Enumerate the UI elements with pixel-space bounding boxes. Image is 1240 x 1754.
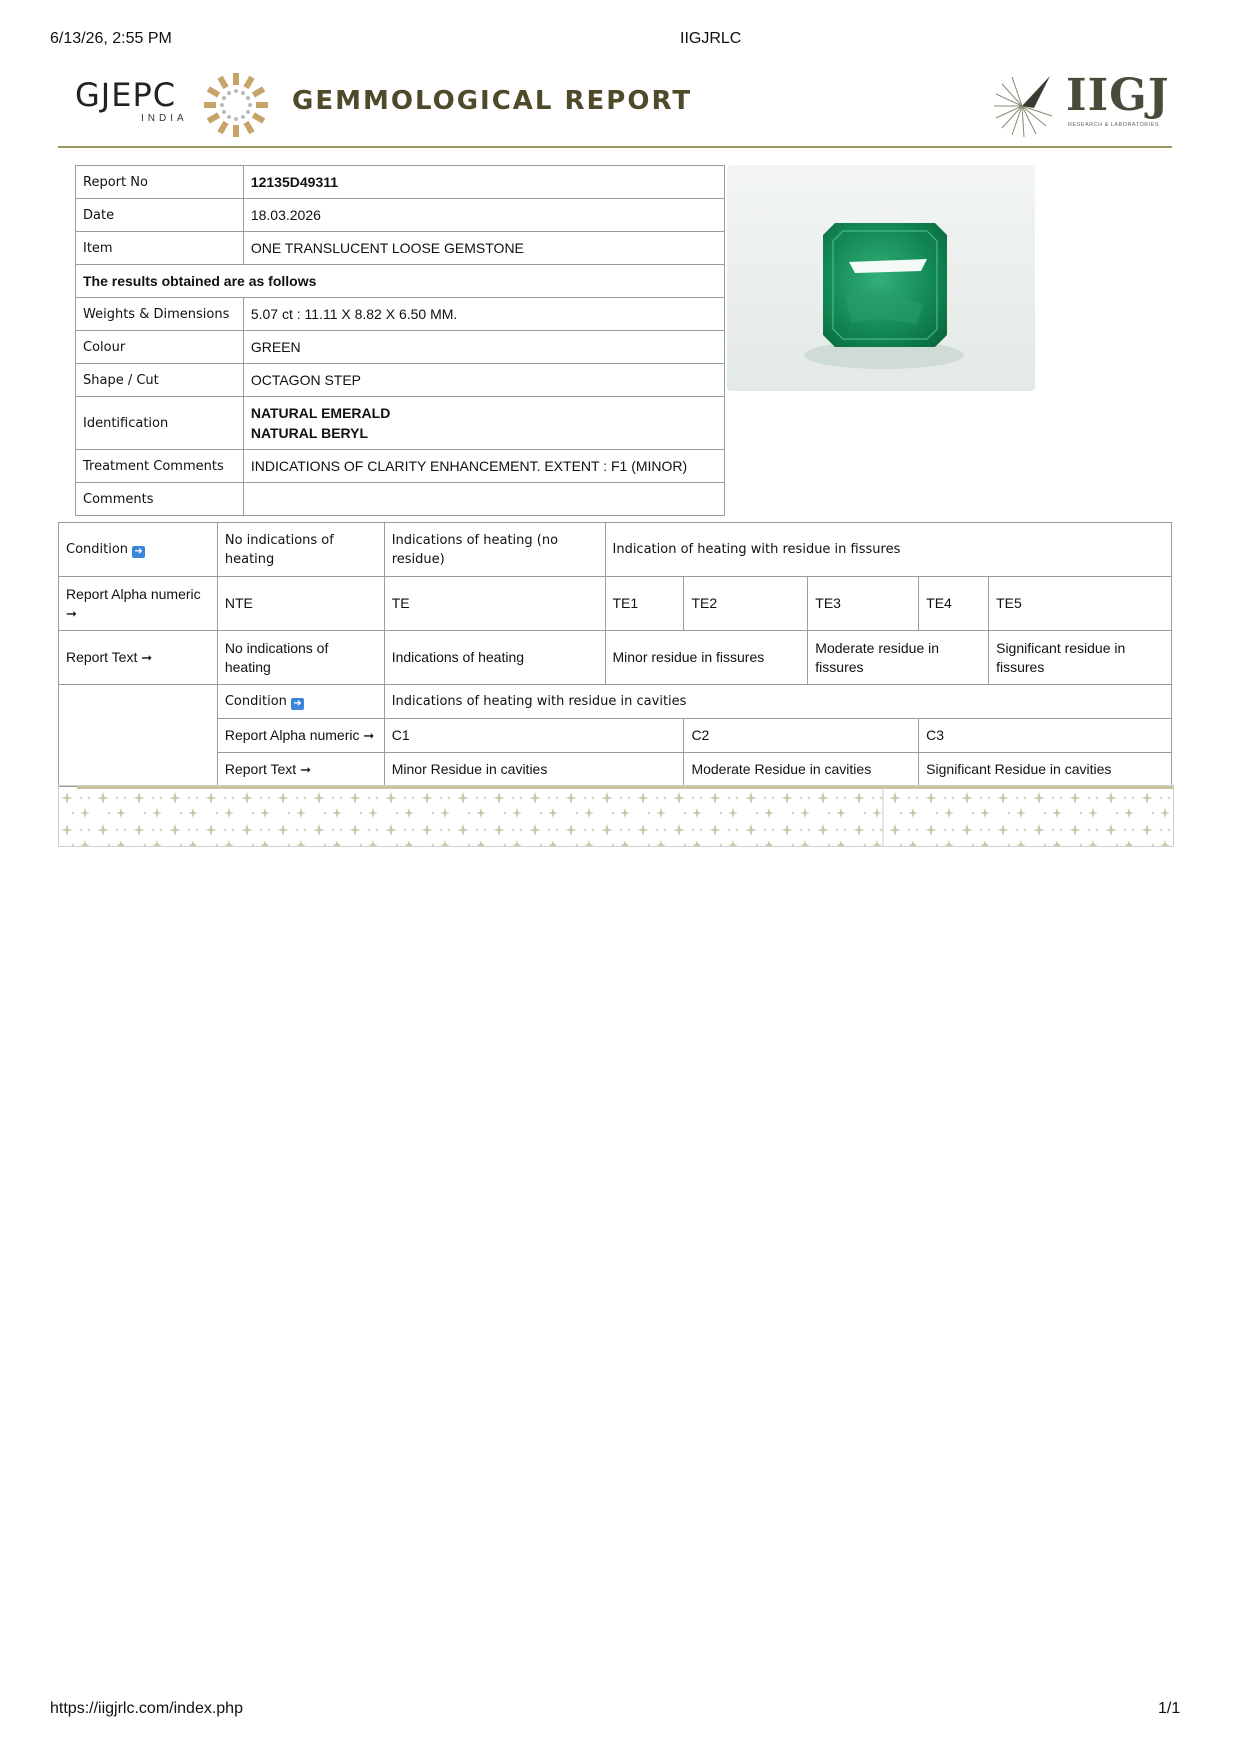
identification-label: Identification — [76, 397, 244, 450]
table-row — [76, 483, 725, 516]
code-c2: C2 — [684, 719, 919, 753]
no-heating-header: No indications of heating — [217, 523, 384, 577]
table-row — [76, 166, 725, 199]
text-no-heating: No indications of heating — [217, 631, 384, 685]
code-nte: NTE — [217, 577, 384, 631]
colour-value: GREEN — [243, 331, 724, 364]
table-row — [76, 450, 725, 483]
iigj-logo — [990, 66, 1170, 140]
identification-value — [243, 397, 724, 450]
arrow-right-icon: ➞ — [141, 650, 153, 665]
identification-line-1: NATURAL EMERALD — [250, 405, 391, 421]
cavity-condition-value: Indications of heating with residue in cavities — [384, 685, 1171, 719]
header-divider — [58, 146, 1172, 148]
table-row — [76, 265, 725, 298]
iigj-starburst-icon — [990, 72, 1060, 138]
alpha-numeric-label: Report Alpha numeric — [66, 585, 201, 602]
cavity-condition-label-cell — [217, 685, 384, 719]
code-te: TE — [384, 577, 605, 631]
emerald-image — [727, 165, 1035, 391]
comments-label: Comments — [76, 483, 244, 516]
table-row — [59, 753, 1172, 787]
print-datetime: 6/13/26, 2:55 PM — [50, 30, 172, 47]
empty-cell — [59, 685, 218, 787]
code-te2: TE2 — [684, 577, 808, 631]
cavity-condition-label: Condition — [224, 694, 287, 709]
arrow-right-icon: ➞ — [66, 605, 77, 621]
weights-value: 5.07 ct : 11.11 X 8.82 X 6.50 MM. — [243, 298, 724, 331]
print-page-number: 1/1 — [1158, 1700, 1181, 1717]
gjepc-logo-text: GJEPC — [75, 76, 177, 114]
condition-label: Condition — [66, 542, 129, 557]
gjepc-logo — [75, 72, 285, 136]
table-row — [76, 331, 725, 364]
table-row — [59, 719, 1172, 753]
item-label: Item — [76, 232, 244, 265]
condition-label-cell — [59, 523, 218, 577]
print-page-title: IIGJRLC — [680, 30, 742, 47]
cavity-text-label-cell — [217, 753, 384, 787]
text-significant-cavities: Significant Residue in cavities — [919, 753, 1172, 787]
text-moderate-fissures: Moderate residue in fissures — [808, 631, 989, 685]
shape-label: Shape / Cut — [76, 364, 244, 397]
table-row — [59, 685, 1172, 719]
heating-no-residue-header: Indications of heating (no residue) — [384, 523, 605, 577]
arrow-right-icon: ➞ — [363, 728, 375, 743]
table-row — [59, 523, 1172, 577]
item-value: ONE TRANSLUCENT LOOSE GEMSTONE — [243, 232, 724, 265]
code-te4: TE4 — [919, 577, 989, 631]
identification-line-2: NATURAL BERYL — [250, 425, 369, 441]
iigj-logo-subtext: RESEARCH & LABORATORIES — [1068, 122, 1160, 128]
code-c3: C3 — [919, 719, 1172, 753]
iigj-logo-text: IIGJ — [1066, 70, 1170, 121]
date-value: 18.03.2026 — [243, 199, 724, 232]
colour-label: Colour — [76, 331, 244, 364]
table-row — [76, 298, 725, 331]
gjepc-sunburst-icon — [203, 72, 269, 138]
code-te5: TE5 — [989, 577, 1172, 631]
text-minor-fissures: Minor residue in fissures — [605, 631, 808, 685]
cavity-alpha-label-cell — [217, 719, 384, 753]
text-significant-fissures: Significant residue in fissures — [989, 631, 1172, 685]
report-table — [75, 165, 725, 516]
table-row — [76, 364, 725, 397]
comments-value — [243, 483, 724, 516]
arrow-right-icon: ➜ — [291, 698, 304, 710]
text-heating: Indications of heating — [384, 631, 605, 685]
cavity-alpha-label: Report Alpha numeric — [224, 727, 360, 743]
decorative-pattern — [58, 785, 1174, 847]
text-minor-cavities: Minor Residue in cavities — [384, 753, 684, 787]
report-no-value: 12135D49311 — [243, 166, 724, 199]
print-url: https://iigjrlc.com/index.php — [50, 1700, 243, 1717]
gemstone-photo — [727, 165, 1035, 391]
table-row — [76, 199, 725, 232]
code-te3: TE3 — [808, 577, 919, 631]
text-moderate-cavities: Moderate Residue in cavities — [684, 753, 919, 787]
table-row — [76, 232, 725, 265]
report-no-label: Report No — [76, 166, 244, 199]
report-text-label: Report Text — [66, 649, 138, 665]
cavity-text-label: Report Text — [224, 761, 297, 777]
table-row — [59, 631, 1172, 685]
shape-value: OCTAGON STEP — [243, 364, 724, 397]
alpha-numeric-label-cell — [59, 577, 218, 631]
code-te1: TE1 — [605, 577, 684, 631]
treatment-label: Treatment Comments — [76, 450, 244, 483]
heating-residue-fissures-header: Indication of heating with residue in fissures — [605, 523, 1172, 577]
arrow-right-icon: ➜ — [132, 546, 145, 558]
table-row — [59, 577, 1172, 631]
arrow-right-icon: ➞ — [300, 762, 311, 777]
report-text-label-cell — [59, 631, 218, 685]
code-c1: C1 — [384, 719, 684, 753]
sparkle-pattern-icon — [59, 786, 1173, 846]
gjepc-logo-subtext: INDIA — [141, 113, 188, 124]
results-heading: The results obtained are as follows — [76, 265, 725, 298]
date-label: Date — [76, 199, 244, 232]
treatment-value: INDICATIONS OF CLARITY ENHANCEMENT. EXTENT : F1 (MINOR) — [243, 450, 724, 483]
weights-label: Weights & Dimensions — [76, 298, 244, 331]
report-title: GEMMOLOGICAL REPORT — [292, 86, 693, 116]
condition-table — [58, 522, 1172, 787]
table-row — [76, 397, 725, 450]
